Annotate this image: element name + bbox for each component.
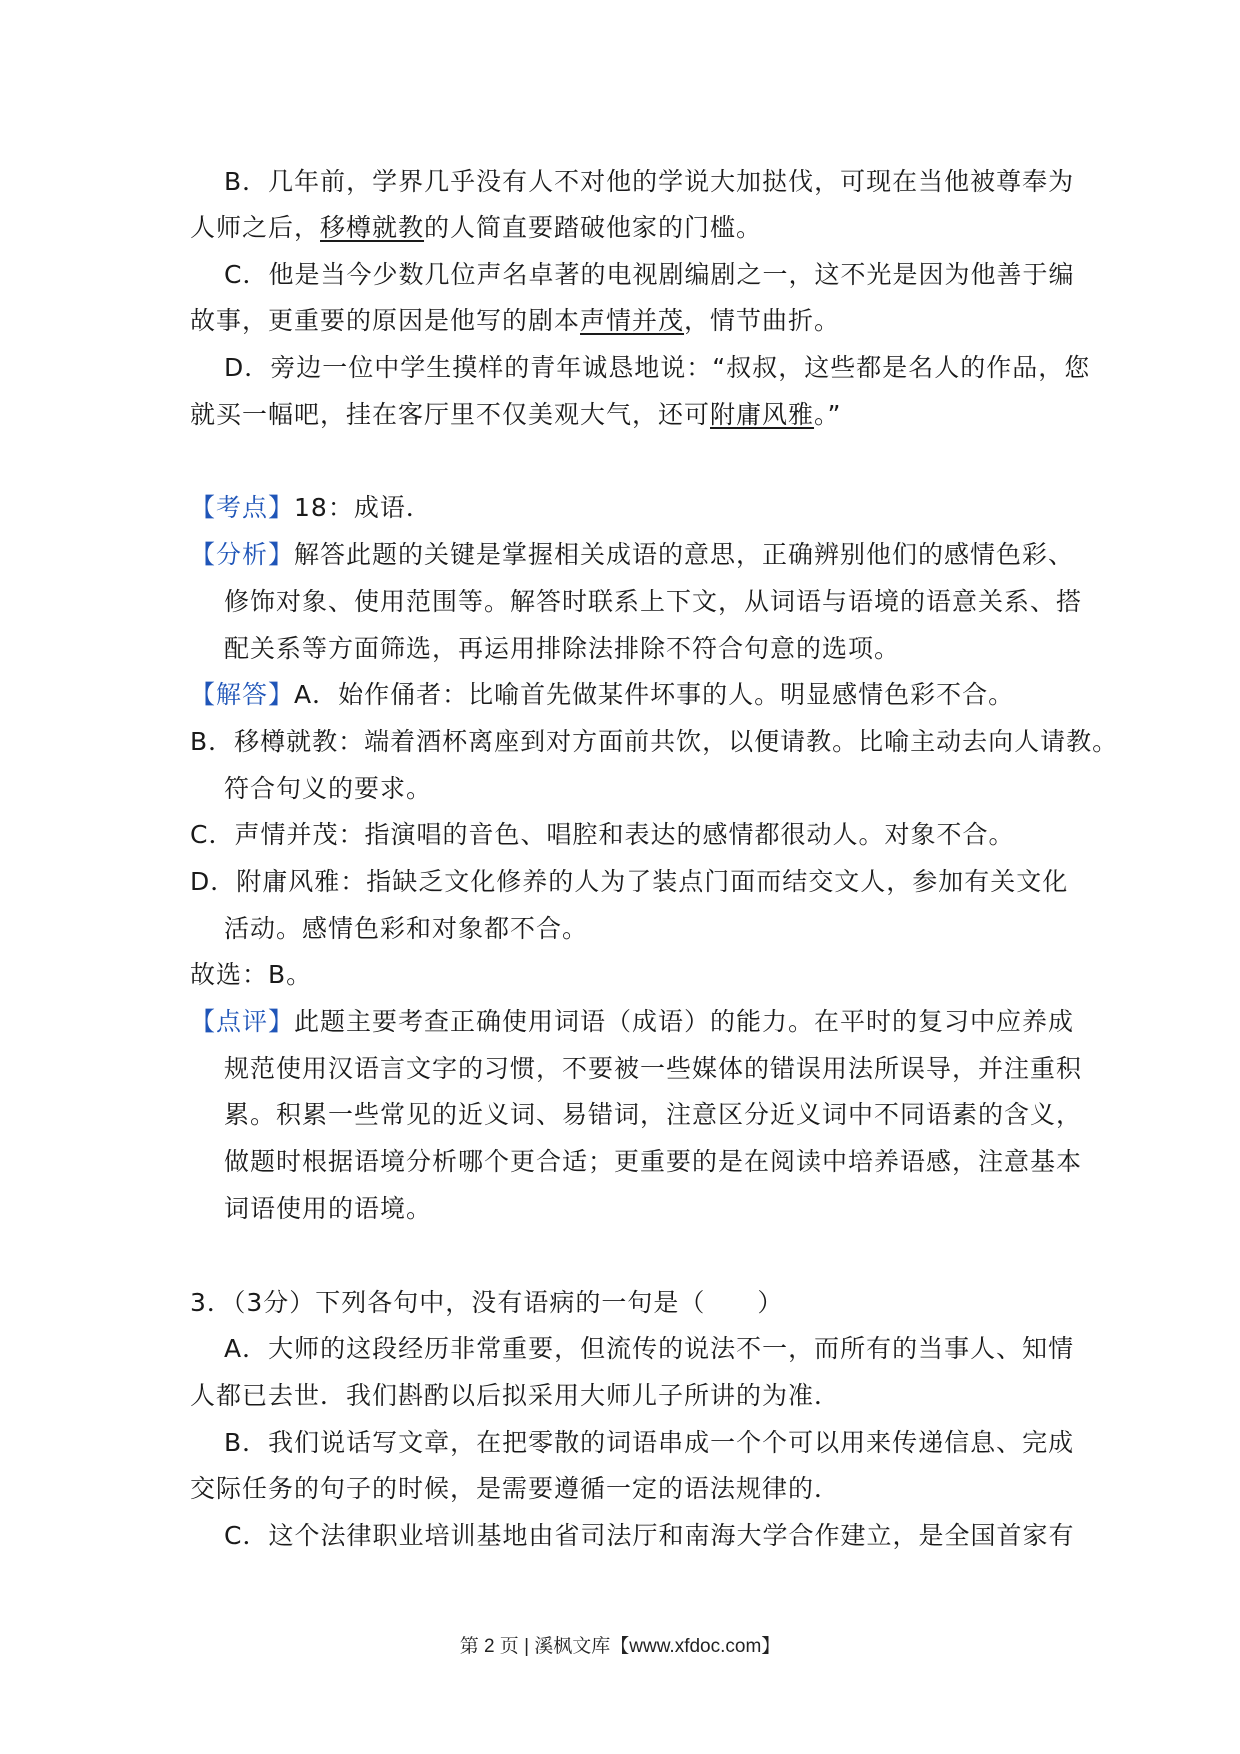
- kaodian-label: 【考点】: [190, 493, 295, 522]
- question-3-stem: 3．（3分）下列各句中，没有语病的一句是（ ）: [190, 1288, 784, 1317]
- underlined-idiom: 附庸风雅: [710, 400, 815, 429]
- option-d-line-1: D．旁边一位中学生摸样的青年诚恳地说：“叔叔，这些都是名人的作品，您: [224, 353, 1091, 382]
- underlined-idiom: 声情并茂: [580, 306, 685, 335]
- jieda-line-b2: 符合句义的要求。: [224, 774, 433, 803]
- dianping-line-4: 做题时根据语境分析哪个更合适；更重要的是在阅读中培养语感，注意基本: [224, 1147, 1083, 1176]
- jieda-line-b1: B．移樽就教：端着酒杯离座到对方面前共饮，以便请教。比喻主动去向人请教。: [190, 727, 1119, 756]
- jieda-line-d2: 活动。感情色彩和对象都不合。: [224, 914, 589, 943]
- dianping-line-2: 规范使用汉语言文字的习惯，不要被一些媒体的错误用法所误导，并注重积: [224, 1054, 1083, 1083]
- q3-option-a-line-2: 人都已去世．我们斟酌以后拟采用大师儿子所讲的为准．: [190, 1381, 841, 1410]
- page-footer: 第 2 页 | 溪枫文库【www.xfdoc.com】: [459, 1636, 781, 1657]
- underlined-idiom: 移樽就教: [320, 213, 425, 242]
- jieda-choice: 故选：B。: [190, 960, 313, 989]
- fenxi-line-3: 配关系等方面筛选，再运用排除法排除不符合句意的选项。: [224, 634, 901, 663]
- option-b-line-2: 人师之后，移樽就教的人简直要踏破他家的门槛。: [190, 213, 763, 242]
- q3-option-a-line-1: A．大师的这段经历非常重要，但流传的说法不一，而所有的当事人、知情: [224, 1334, 1075, 1363]
- fenxi-line-2: 修饰对象、使用范围等。解答时联系上下文，从词语与语境的语意关系、搭: [224, 587, 1083, 616]
- jieda-line-a: 【解答】A．始作俑者：比喻首先做某件坏事的人。明显感情色彩不合。: [190, 680, 1015, 709]
- dianping-line-3: 累。积累一些常见的近义词、易错词，注意区分近义词中不同语素的含义，: [224, 1100, 1083, 1129]
- option-b-line-1: B．几年前，学界几乎没有人不对他的学说大加挞伐，可现在当他被尊奉为: [224, 167, 1075, 196]
- option-d-line-2: 就买一幅吧，挂在客厅里不仅美观大气，还可附庸风雅。”: [190, 400, 842, 429]
- q3-option-b-line-2: 交际任务的句子的时候，是需要遵循一定的语法规律的．: [190, 1474, 841, 1503]
- option-c-line-2: 故事，更重要的原因是他写的剧本声情并茂，情节曲折。: [190, 306, 841, 335]
- kaodian-section: 【考点】18：成语．: [190, 493, 432, 522]
- dianping-line-1: 【点评】此题主要考查正确使用词语（成语）的能力。在平时的复习中应养成: [190, 1007, 1075, 1036]
- jieda-line-c: C．声情并茂：指演唱的音色、唱腔和表达的感情都很动人。对象不合。: [190, 820, 1015, 849]
- q3-option-b-line-1: B．我们说话写文章，在把零散的词语串成一个个可以用来传递信息、完成: [224, 1428, 1075, 1457]
- dianping-label: 【点评】: [190, 1007, 295, 1036]
- option-c-line-1: C．他是当今少数几位声名卓著的电视剧编剧之一，这不光是因为他善于编: [224, 260, 1075, 289]
- dianping-line-5: 词语使用的语境。: [224, 1194, 433, 1223]
- jieda-line-d1: D．附庸风雅：指缺乏文化修养的人为了装点门面而结交文人，参加有关文化: [190, 867, 1069, 896]
- q3-option-c-line-1: C．这个法律职业培训基地由省司法厅和南海大学合作建立，是全国首家有: [224, 1521, 1075, 1550]
- fenxi-label: 【分析】: [190, 540, 295, 569]
- jieda-label: 【解答】: [190, 680, 295, 709]
- fenxi-line-1: 【分析】解答此题的关键是掌握相关成语的意思，正确辨别他们的感情色彩、: [190, 540, 1075, 569]
